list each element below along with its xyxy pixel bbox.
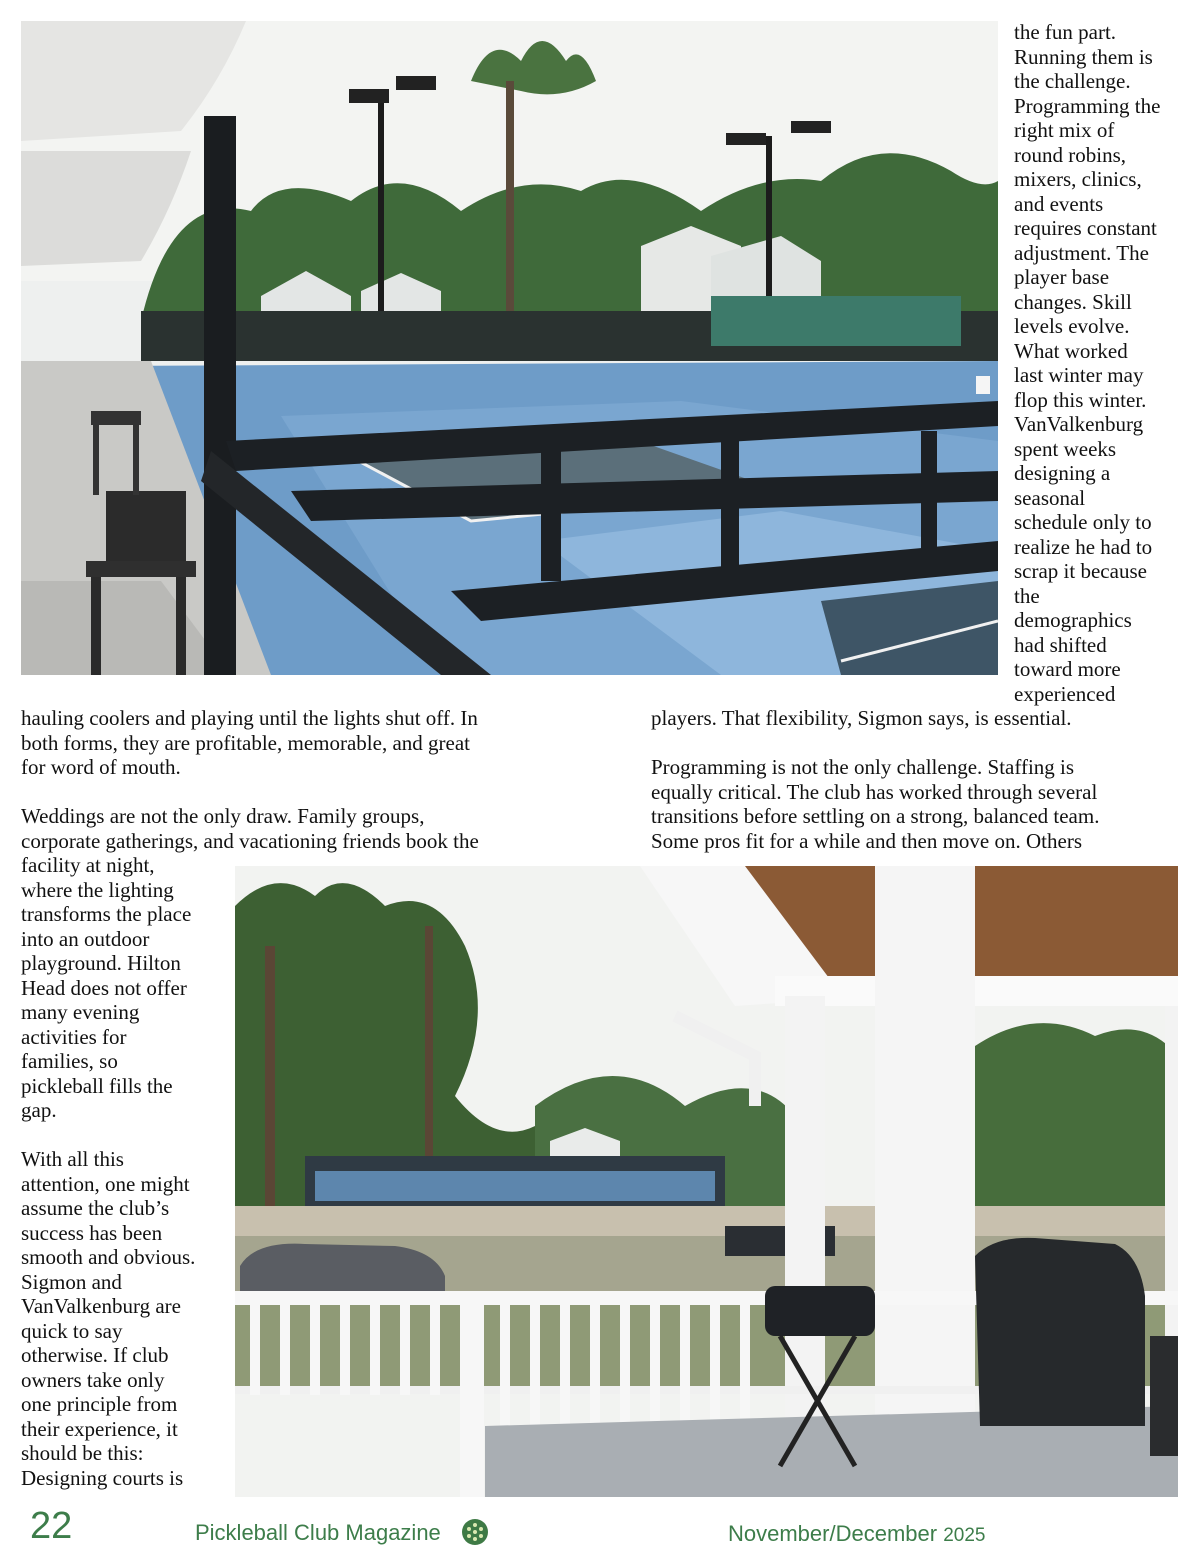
text-line: round robins,	[1014, 142, 1126, 167]
text-line: owners take only	[21, 1367, 165, 1392]
text-line: adjustment. The	[1014, 240, 1149, 265]
photo-porch-view	[235, 866, 1178, 1497]
text-line: seasonal	[1014, 485, 1086, 510]
text-line: had shifted	[1014, 632, 1107, 657]
page-number: 22	[30, 1505, 73, 1547]
text-line: toward more	[1014, 657, 1121, 681]
text-line: schedule only to	[1014, 510, 1152, 534]
text-line: Sigmon and	[21, 1269, 122, 1294]
text-line: their experience, it	[21, 1416, 178, 1441]
text-line: mixers, clinics,	[1014, 167, 1142, 191]
text-line: Some pros fit for a while and then move on. Others	[651, 828, 1082, 853]
text-line: Programming the	[1014, 93, 1161, 118]
text-line: VanValkenburg are	[21, 1294, 181, 1318]
text-line: should be this:	[21, 1441, 144, 1465]
text-line: transforms the place	[21, 902, 192, 926]
issue-months: November/December	[728, 1521, 938, 1546]
text-line: changes. Skill	[1014, 289, 1132, 314]
text-line: Weddings are not the only draw. Family groups,	[21, 804, 425, 828]
text-line: one principle from	[21, 1392, 178, 1416]
text-line: where the lighting	[21, 877, 174, 902]
text-line: players. That flexibility, Sigmon says, is essential.	[651, 706, 1072, 730]
text-line: right mix of	[1014, 118, 1115, 142]
article-column-mid-right	[651, 706, 1196, 853]
text-line: requires constant	[1014, 216, 1157, 240]
text-line: success has been	[21, 1220, 163, 1245]
issue-date	[728, 1521, 985, 1549]
text-line: corporate gatherings, and vacationing friends book the	[21, 828, 479, 853]
text-line: With all this	[21, 1147, 124, 1171]
magazine-name: Pickleball Club Magazine	[195, 1520, 441, 1545]
text-line: quick to say	[21, 1318, 123, 1343]
text-line: realize he had to	[1014, 534, 1153, 559]
text-line: many evening	[21, 1000, 140, 1024]
text-line: activities for	[21, 1024, 127, 1049]
issue-year: 2025	[943, 1525, 986, 1546]
text-line: last winter may	[1014, 363, 1144, 387]
text-line: demographics	[1014, 608, 1132, 632]
text-line: for word of mouth.	[21, 755, 181, 779]
text-line: VanValkenburg	[1014, 412, 1144, 436]
text-line: smooth and obvious.	[21, 1245, 196, 1269]
text-line: the fun part.	[1014, 20, 1117, 44]
text-line: experienced	[1014, 681, 1116, 706]
text-line: and events	[1014, 191, 1104, 216]
text-line: into an outdoor	[21, 926, 150, 951]
article-column-mid-left	[21, 706, 621, 853]
text-line: player base	[1014, 265, 1110, 289]
text-line: families, so	[21, 1049, 118, 1073]
text-line: assume the club’s	[21, 1196, 170, 1220]
text-line: the challenge.	[1014, 69, 1131, 93]
pickleball-icon	[461, 1518, 489, 1546]
text-line: Running them is	[1014, 44, 1153, 69]
article-column-top-right	[1014, 20, 1194, 706]
text-line: gap.	[21, 1098, 57, 1122]
text-line: both forms, they are profitable, memorable, and great	[21, 730, 470, 755]
text-line: Designing courts is	[21, 1465, 184, 1490]
text-line: facility at night,	[21, 853, 155, 877]
photo-pickleball-courts	[21, 21, 998, 675]
text-line: scrap it because	[1014, 559, 1147, 583]
text-line: otherwise. If club	[21, 1343, 169, 1367]
text-line: spent weeks	[1014, 436, 1117, 461]
text-line: pickleball fills the	[21, 1073, 173, 1098]
text-line: equally critical. The club has worked through several	[651, 779, 1098, 804]
text-line: transitions before settling on a strong, balanced team.	[651, 804, 1100, 828]
article-column-narrow-left	[21, 853, 226, 1490]
text-line: Programming is not the only challenge. Staffing is	[651, 755, 1075, 779]
text-line: levels evolve.	[1014, 314, 1130, 338]
text-line: playground. Hilton	[21, 951, 181, 975]
text-line: attention, one might	[21, 1171, 190, 1196]
text-line: flop this winter.	[1014, 387, 1147, 412]
text-line: What worked	[1014, 338, 1128, 363]
text-line: Head does not offer	[21, 975, 187, 1000]
text-line: designing a	[1014, 461, 1111, 485]
text-line: the	[1014, 583, 1040, 608]
text-line: hauling coolers and playing until the lights shut off. In	[21, 706, 478, 730]
